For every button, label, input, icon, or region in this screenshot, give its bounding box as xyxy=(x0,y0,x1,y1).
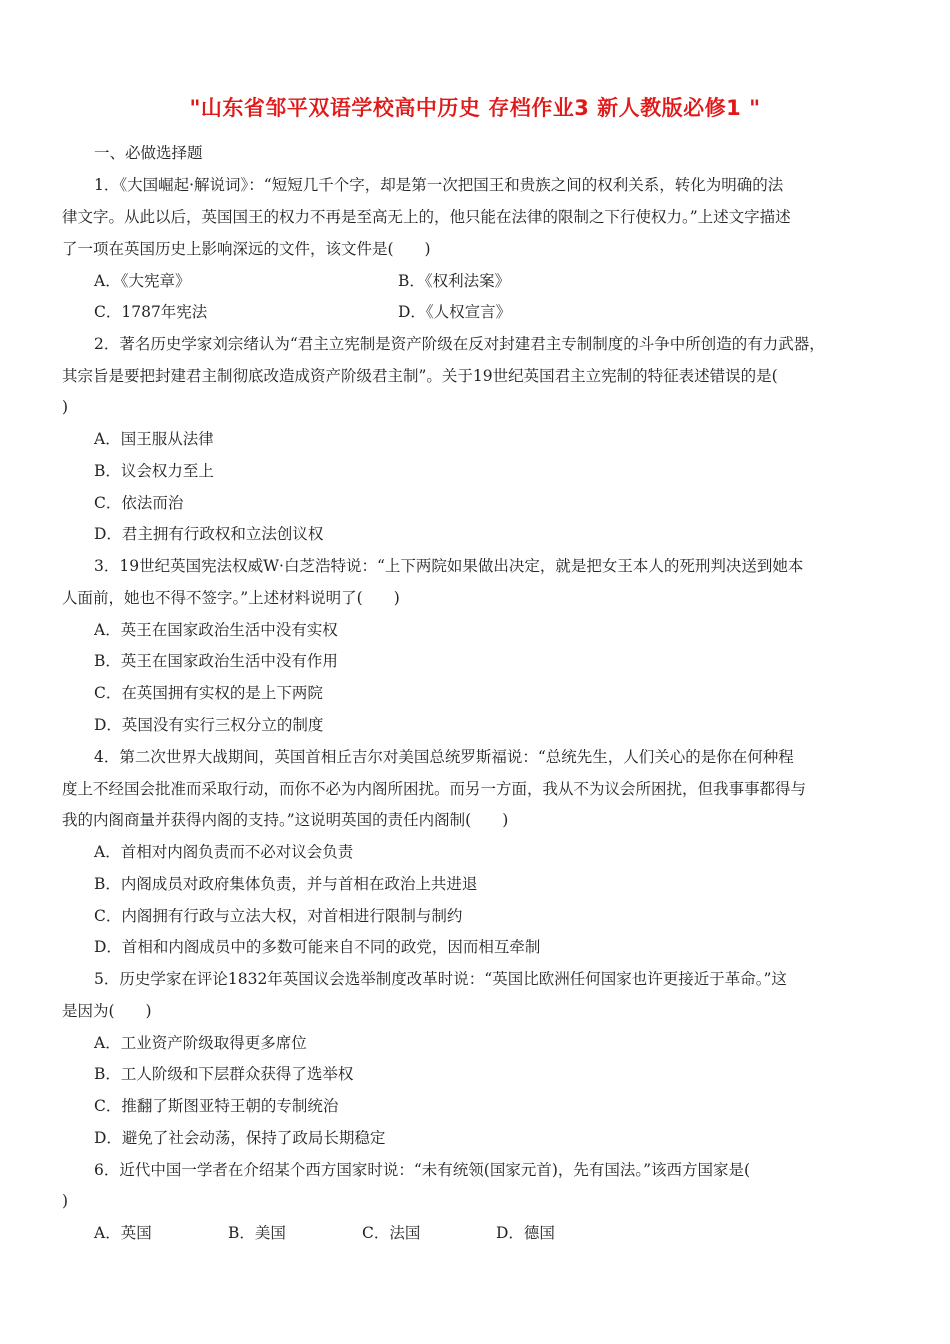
q5-stem-line: 5．历史学家在评论1832年英国议会选举制度改革时说：“英国比欧洲任何国家也许更接近于革命。”这 xyxy=(94,970,787,988)
q1-option-a: A．《大宪章》 xyxy=(94,272,191,290)
page-title: "山东省邹平双语学校高中历史 存档作业3 新人教版必修1 " xyxy=(189,96,761,120)
q2-option-a: A．国王服从法律 xyxy=(94,430,214,448)
q6-option-b: B．美国 xyxy=(228,1224,286,1242)
q1-stem-line: 律文字。从此以后，英国国王的权力不再是至高无上的，他只能在法律的限制之下行使权力。”上述文字描述 xyxy=(62,208,791,226)
q6-stem-line: ) xyxy=(62,1192,69,1210)
q2-option-d: D．君主拥有行政权和立法创议权 xyxy=(94,525,324,543)
q4-option-c: C．内阁拥有行政与立法大权，对首相进行限制与制约 xyxy=(94,907,463,925)
q6-option-c: C．法国 xyxy=(362,1224,421,1242)
q2-stem-line: ) xyxy=(62,398,69,416)
q4-stem-line: 我的内阁商量并获得内阁的支持。”这说明英国的责任内阁制( ) xyxy=(62,811,509,829)
q3-stem-line: 人面前，她也不得不签字。”上述材料说明了( ) xyxy=(62,589,400,607)
q3-option-a: A．英王在国家政治生活中没有实权 xyxy=(94,621,338,639)
q6-option-d: D．德国 xyxy=(496,1224,555,1242)
q4-stem-line: 4．第二次世界大战期间，英国首相丘吉尔对美国总统罗斯福说：“总统先生，人们关心的是你在何种程 xyxy=(94,748,794,766)
q1-stem-line: 1．《大国崛起·解说词》：“短短几千个字，却是第一次把国王和贵族之间的权利关系，转化为明确的法 xyxy=(94,176,784,194)
q5-option-c: C．推翻了斯图亚特王朝的专制统治 xyxy=(94,1097,339,1115)
q2-stem-line: 其宗旨是要把封建君主制彻底改造成资产阶级君主制”。关于19世纪英国君主立宪制的特征表述错误的是( xyxy=(62,367,778,385)
q1-option-b: B．《权利法案》 xyxy=(398,272,511,290)
q2-option-c: C．依法而治 xyxy=(94,494,184,512)
q3-option-c: C．在英国拥有实权的是上下两院 xyxy=(94,684,323,702)
q4-option-d: D．首相和内阁成员中的多数可能来自不同的政党，因而相互牵制 xyxy=(94,938,541,956)
q4-option-a: A．首相对内阁负责而不必对议会负责 xyxy=(94,843,354,861)
q1-option-d: D．《人权宣言》 xyxy=(398,303,512,321)
q2-option-b: B．议会权力至上 xyxy=(94,462,214,480)
q5-option-d: D．避免了社会动荡，保持了政局长期稳定 xyxy=(94,1129,386,1147)
q1-stem-line: 了一项在英国历史上影响深远的文件，该文件是( ) xyxy=(62,240,431,258)
q6-option-a: A．英国 xyxy=(94,1224,152,1242)
q1-option-c: C．1787年宪法 xyxy=(94,303,208,321)
q4-stem-line: 度上不经国会批准而采取行动，而你不必为内阁所困扰。而另一方面，我从不为议会所困扰，但我事事都得与 xyxy=(62,780,807,798)
q5-option-b: B．工人阶级和下层群众获得了选举权 xyxy=(94,1065,354,1083)
q3-option-b: B．英王在国家政治生活中没有作用 xyxy=(94,652,338,670)
q2-stem-line: 2．著名历史学家刘宗绪认为“君主立宪制是资产阶级在反对封建君主专制制度的斗争中所创造的有力武器， xyxy=(94,335,825,353)
q5-option-a: A．工业资产阶级取得更多席位 xyxy=(94,1034,307,1052)
q3-option-d: D．英国没有实行三权分立的制度 xyxy=(94,716,324,734)
q6-stem-line: 6．近代中国一学者在介绍某个西方国家时说：“未有统领(国家元首)，先有国法。”该西方国家是( xyxy=(94,1161,751,1179)
section-heading: 一、必做选择题 xyxy=(94,144,203,162)
q3-stem-line: 3．19世纪英国宪法权威W·白芝浩特说：“上下两院如果做出决定，就是把女王本人的死刑判决送到她本 xyxy=(94,557,804,575)
q4-option-b: B．内阁成员对政府集体负责，并与首相在政治上共进退 xyxy=(94,875,478,893)
q5-stem-line: 是因为( ) xyxy=(62,1002,152,1020)
